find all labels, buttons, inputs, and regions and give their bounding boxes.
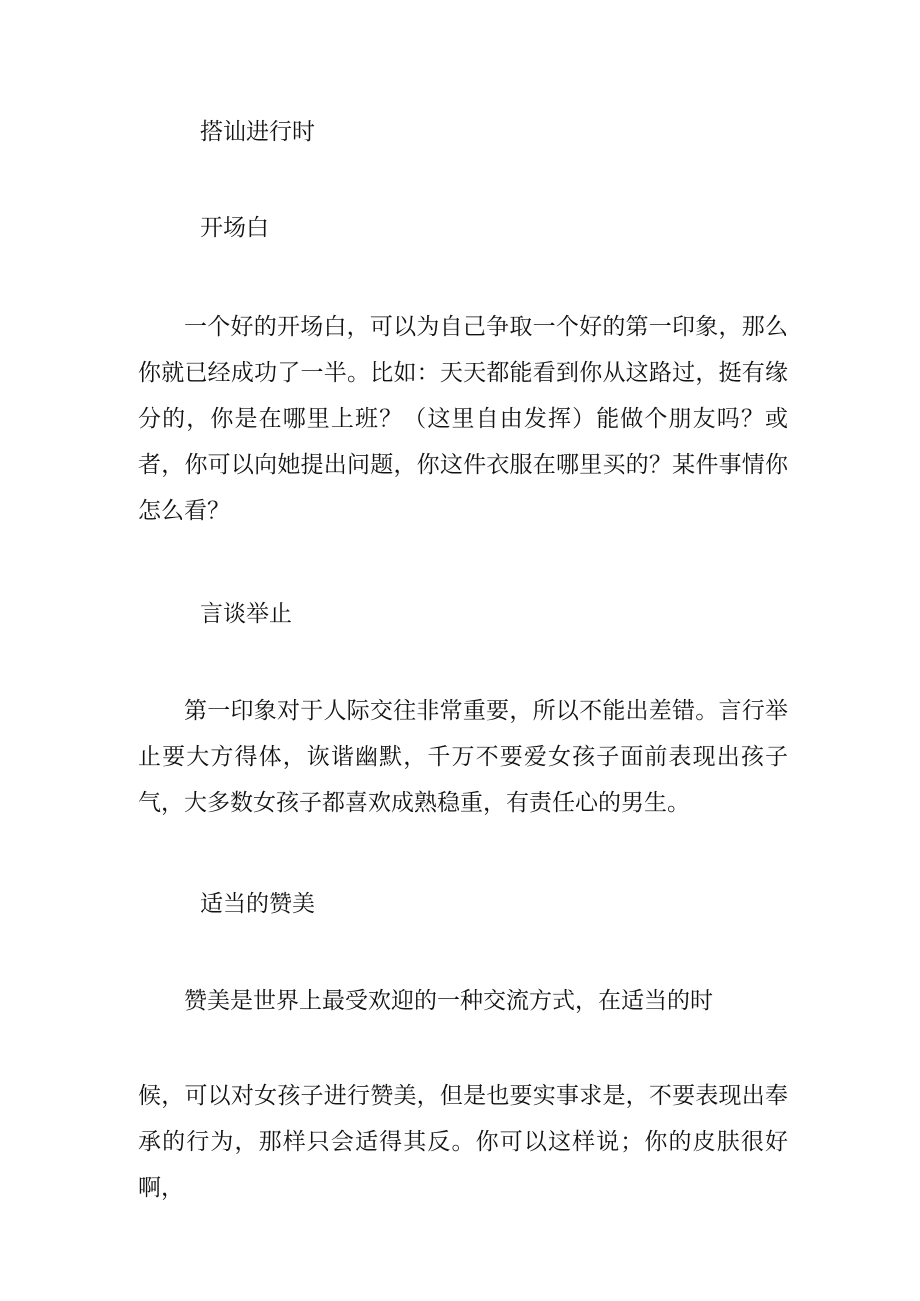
heading-approach-in-progress: 搭讪进行时 [200, 119, 315, 145]
heading-appropriate-praise: 适当的赞美 [200, 891, 315, 917]
paragraph-opening-line: 一个好的开场白，可以为自己争取一个好的第一印象，那么你就已经成功了一半。比如：天天都能看到你从这路过，挺有缘分的，你是在哪里上班？（这里自由发挥）能做个朋友吗？或者，你可以向她提出问题，你这件衣服在哪里买的？某件事情你怎么看？ [138, 314, 788, 524]
heading-manners: 言谈举止 [200, 601, 292, 627]
paragraph-praise-continued: 候，可以对女孩子进行赞美，但是也要实事求是，不要表现出奉承的行为，那样只会适得其反。你可以这样说；你的皮肤很好啊， [138, 1083, 788, 1201]
paragraph-praise-first-line: 赞美是世界上最受欢迎的一种交流方式，在适当的时 [184, 988, 713, 1014]
heading-opening-line: 开场白 [200, 215, 269, 241]
paragraph-manners: 第一印象对于人际交往非常重要，所以不能出差错。言行举止要大方得体，诙谐幽默，千万不要爱女孩子面前表现出孩子气，大多数女孩子都喜欢成熟稳重，有责任心的男生。 [138, 698, 788, 816]
